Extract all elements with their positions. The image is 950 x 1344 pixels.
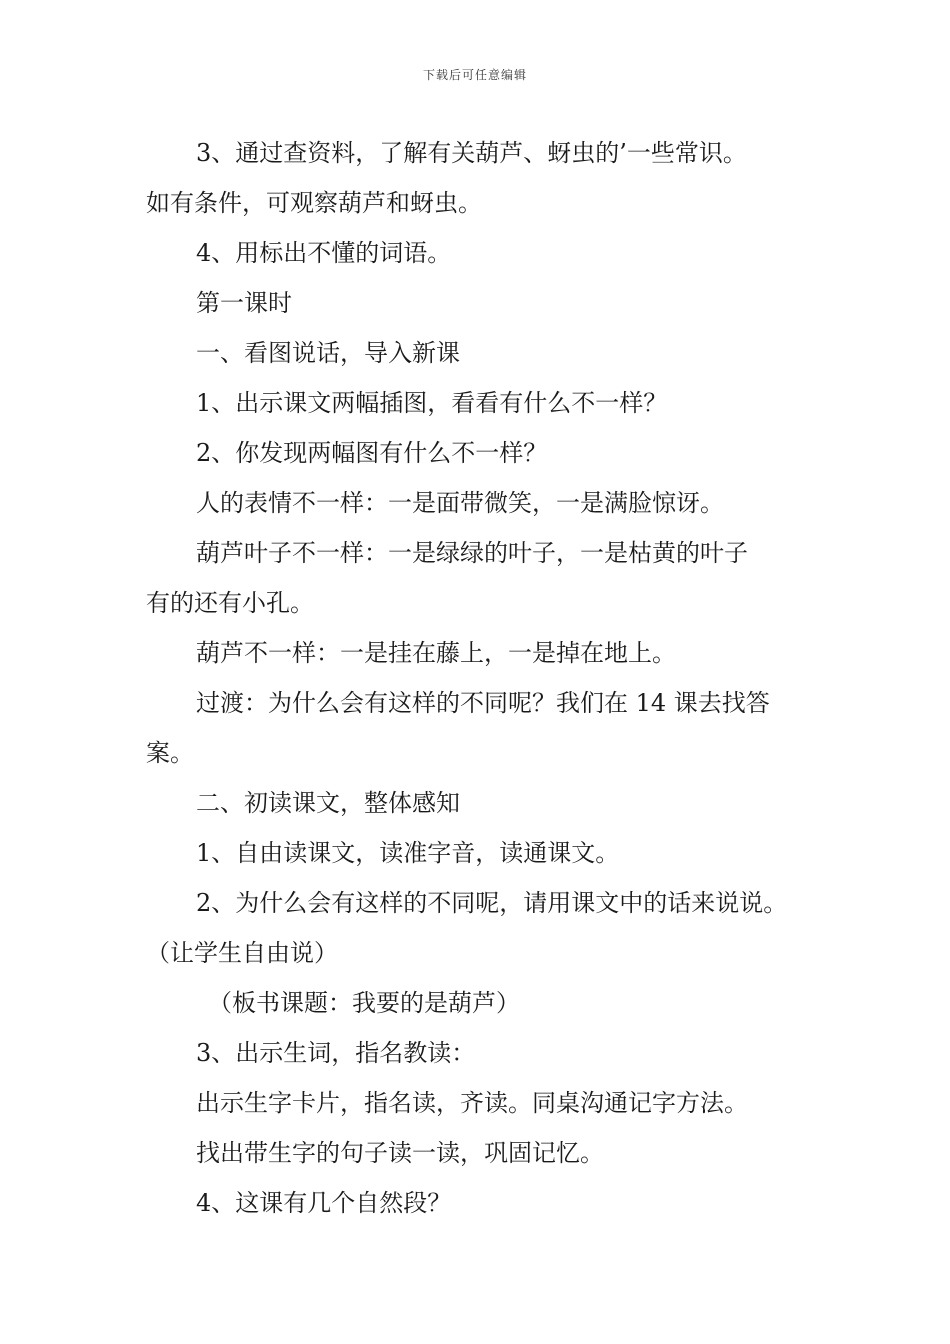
paragraph-line: 2、你发现两幅图有什么不一样？	[196, 439, 548, 467]
paragraph-line: 4、用标出不懂的词语。	[196, 239, 452, 267]
paragraph-line: 出示生字卡片，指名读，齐读。同桌沟通记字方法。	[196, 1089, 748, 1117]
section-heading: 二、初读课文，整体感知	[196, 789, 460, 817]
paragraph-line: 1、出示课文两幅插图，看看有什么不一样？	[196, 389, 668, 417]
paragraph-line: 4、这课有几个自然段？	[196, 1189, 452, 1217]
paragraph-line: 3、通过查资料，了解有关葫芦、蚜虫的’一些常识。	[196, 139, 747, 167]
paragraph-line: 有的还有小孔。	[146, 589, 314, 617]
paragraph-line: （板书课题：我要的是葫芦）	[208, 989, 520, 1017]
paragraph-line: （让学生自由说）	[146, 939, 338, 967]
paragraph-line: 1、自由读课文，读准字音，读通课文。	[196, 839, 620, 867]
section-heading: 一、看图说话，导入新课	[196, 339, 460, 367]
paragraph-line: 2、为什么会有这样的不同呢，请用课文中的话来说说。	[196, 889, 788, 917]
paragraph-line: 3、出示生词，指名教读：	[196, 1039, 476, 1067]
paragraph-line: 如有条件，可观察葫芦和蚜虫。	[146, 189, 482, 217]
paragraph-line: 葫芦叶子不一样：一是绿绿的叶子，一是枯黄的叶子	[196, 539, 748, 567]
paragraph-line: 过渡：为什么会有这样的不同呢？我们在 14 课去找答	[196, 689, 770, 717]
paragraph-line: 人的表情不一样：一是面带微笑，一是满脸惊讶。	[196, 489, 724, 517]
document-body	[146, 128, 826, 1228]
header-note: 下载后可任意编辑	[422, 68, 527, 82]
paragraph-line: 葫芦不一样：一是挂在藤上，一是掉在地上。	[196, 639, 676, 667]
paragraph-line: 案。	[146, 739, 194, 767]
paragraph-line: 找出带生字的句子读一读，巩固记忆。	[196, 1139, 604, 1167]
section-heading: 第一课时	[196, 289, 292, 317]
